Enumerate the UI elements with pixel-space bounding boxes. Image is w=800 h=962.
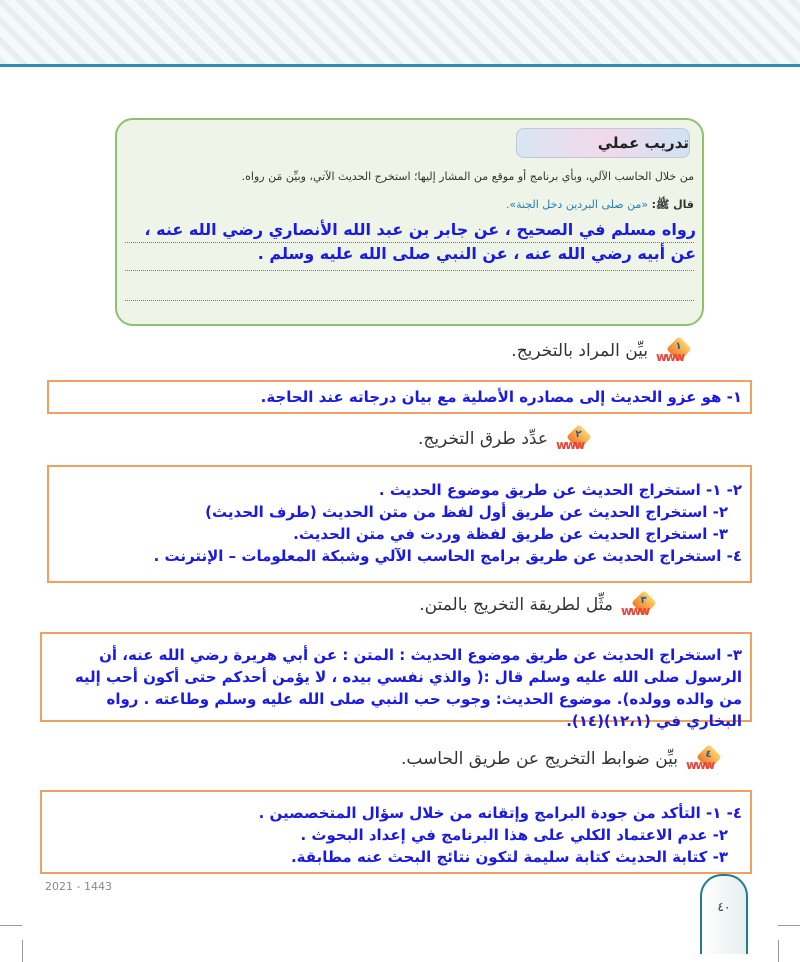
answer-line: ٣- استخراج الحديث عن طريق لفظة وردت في متن الحديث.: [293, 525, 728, 543]
crop-mark: [778, 940, 779, 962]
answer-line: ٢- عدم الاعتماد الكلي على هذا البرنامج في إعداد البحوث .: [300, 826, 728, 844]
answer-line: ٢- ١- استخراج الحديث عن طريق موضوع الحديث .: [378, 481, 742, 499]
answer-box-4: [40, 790, 752, 874]
question-text: عدِّد طرق التخريج.: [417, 429, 548, 449]
practice-title: تدريب عملي: [516, 128, 690, 158]
question-text: بيِّن ضوابط التخريج عن طريق الحاسب.: [400, 749, 678, 769]
quote-prefix: قال ﷺ:: [651, 198, 694, 211]
question-2: [418, 426, 590, 452]
question-1: [511, 338, 690, 364]
answer-line: ٤- استخراج الحديث عن طريق برامج الحاسب الآلي وشبكة المعلومات – الإنترنت .: [153, 547, 742, 565]
practice-answer: رواه مسلم في الصحيح ، عن جابر بن عبد الله الأنصاري رضي الله عنه ، عن أبيه رضي الله عنه ، عن النبي صلى الله عليه وسلم .: [144, 220, 696, 263]
question-3: [419, 592, 655, 618]
edition-year: 2021 - 1443: [45, 880, 112, 893]
question-number-badge-icon: ١ www: [656, 338, 690, 364]
hadith-quote: [506, 198, 694, 214]
crop-mark: [778, 925, 800, 926]
question-text: مثِّل لطريقة التخريج بالمتن.: [419, 595, 613, 615]
answer-line: ٣- كتابة الحديث كتابة سليمة لتكون نتائج البحث عنه مطابقة.: [290, 848, 728, 866]
header-divider: [0, 64, 800, 67]
answer-line: ٢- استخراج الحديث عن طريق أول لفظ من متن الحديث (طرف الحديث): [205, 503, 728, 521]
practice-instruction: من خلال الحاسب الآلي، وبأي برنامج أو موقع من المشار إليها؛ استخرج الحديث الآتي، وبيِّن مَن رواه.: [241, 170, 694, 183]
answer-line: [125, 300, 694, 301]
header-pattern: [0, 0, 800, 64]
question-number-badge-icon: ٣ www: [621, 592, 655, 618]
answer-box-1: [47, 380, 752, 414]
question-4: [401, 746, 720, 772]
question-number-badge-icon: ٤ www: [686, 746, 720, 772]
crop-mark: [22, 940, 23, 962]
crop-mark: [0, 925, 22, 926]
question-number-badge-icon: ٢ www: [556, 426, 590, 452]
page-number: ٤٠: [717, 900, 731, 914]
quote-text: «من صلى البردين دخل الجنة».: [505, 198, 649, 211]
answer-line: ١- هو عزو الحديث إلى مصادره الأصلية مع بيان درجاته عند الحاجة.: [260, 388, 742, 406]
page-number-arch: [700, 874, 748, 954]
answer-line: [125, 270, 694, 271]
answer-box-2: [47, 465, 752, 583]
answer-box-3: [40, 632, 752, 730]
practice-box: [115, 118, 704, 326]
answer-line: ٣- استخراج الحديث عن طريق موضوع الحديث : المتن : عن أبي هريرة رضي الله عنه، أن الرسول صلى الله عليه وسلم قال :( والذي نفسي بيده ، لا يؤمن أحدكم حتى أكون أحب إليه من والده وولده). موضوع الحديث: وجوب حب النبي صلى الله عليه وسلم وطاعته . رواه البخاري في (١٢،١)(١٤).: [74, 646, 742, 730]
answer-line: ٤- ١- التأكد من جودة البرامج وإتقانه من خلال سؤال المتخصصين .: [258, 804, 742, 822]
question-text: بيِّن المراد بالتخريج.: [511, 341, 648, 361]
